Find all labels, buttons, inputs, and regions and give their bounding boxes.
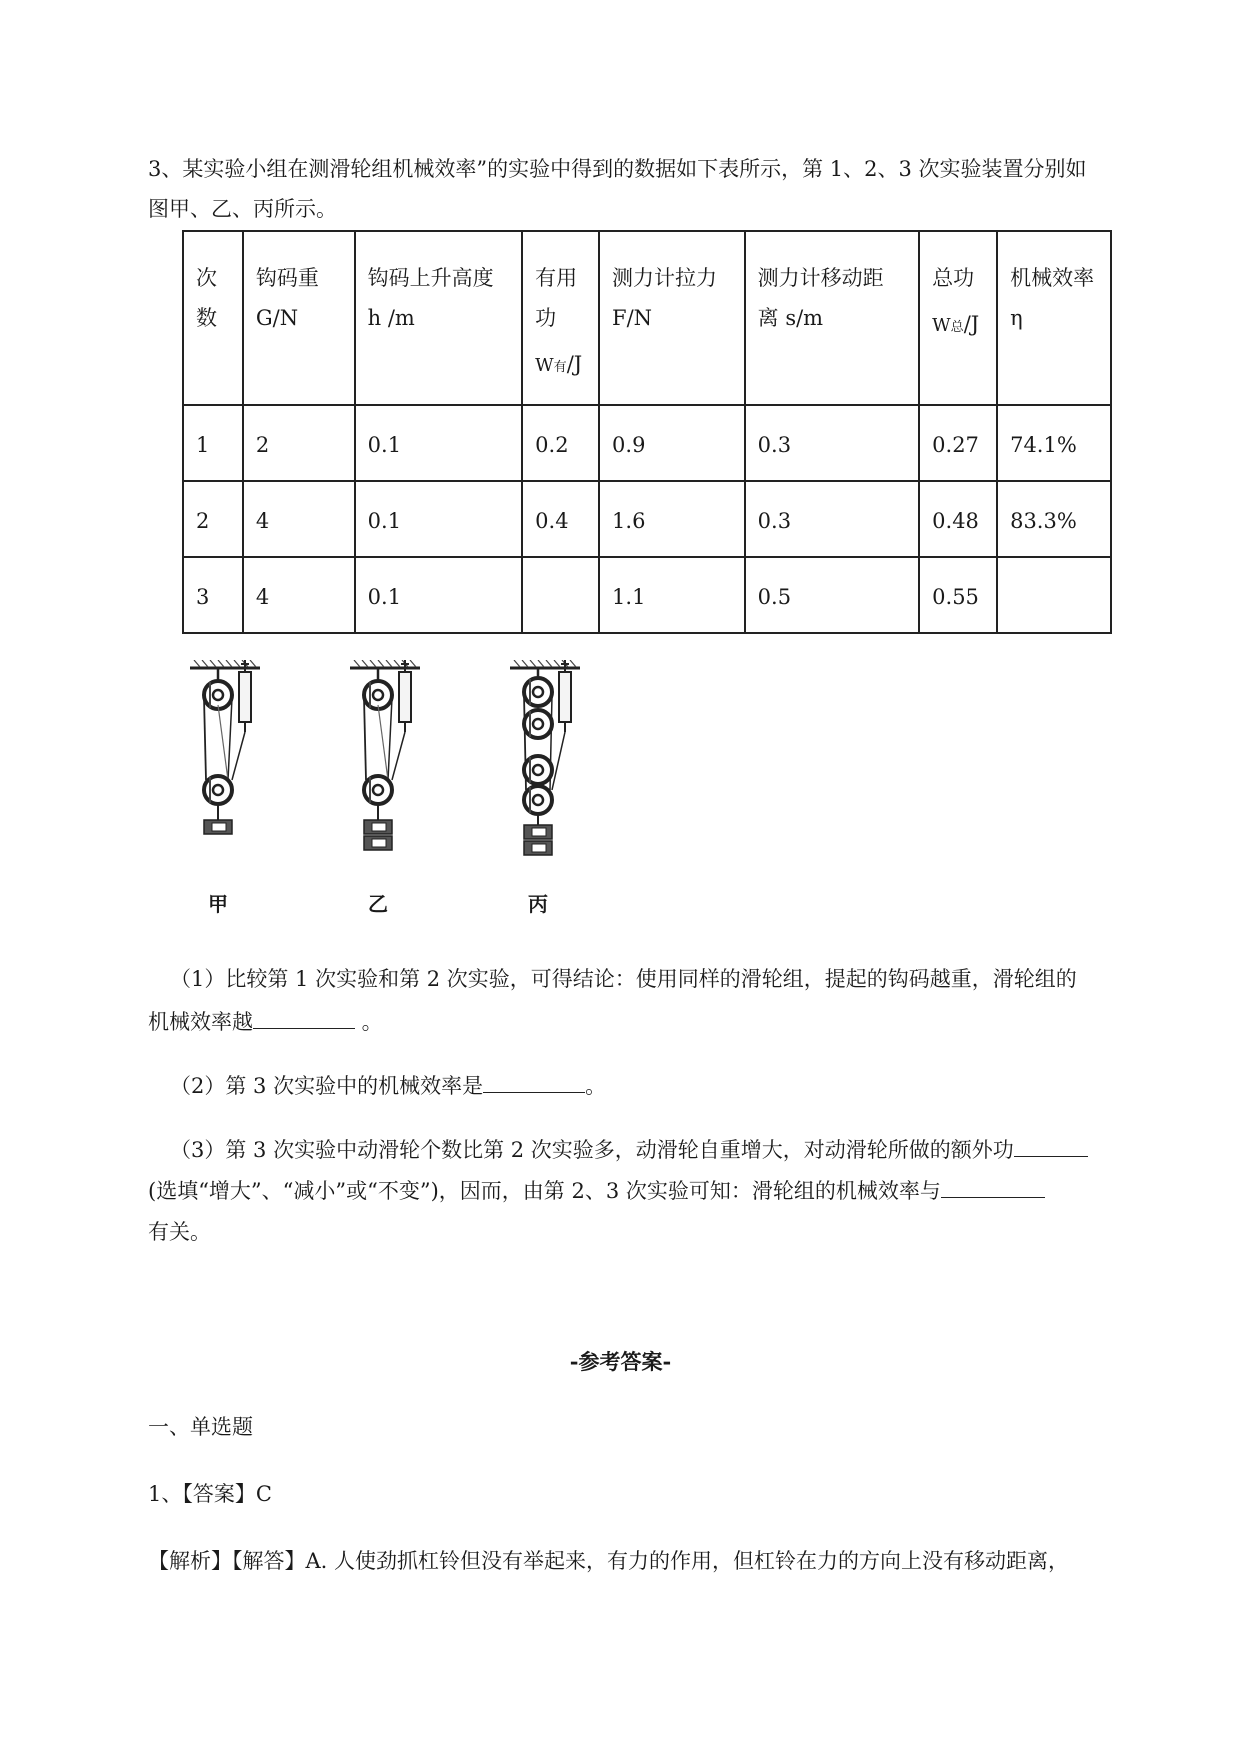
table-cell: 0.2 bbox=[522, 405, 599, 481]
header-cell: 钩码上升高度 h /m bbox=[355, 231, 523, 405]
table-cell: 0.1 bbox=[355, 481, 523, 557]
table-cell: 0.48 bbox=[919, 481, 997, 557]
table-cell: 0.5 bbox=[745, 557, 920, 633]
table-row bbox=[183, 481, 1111, 557]
answer-blank-2 bbox=[483, 1068, 585, 1093]
table-cell: 4 bbox=[243, 557, 355, 633]
pulley-setup-b bbox=[350, 660, 420, 850]
question-line-1: 3、某实验小组在测滑轮组机械效率”的实验中得到的数据如下表所示，第 1、2、3 次实验装置分别如 bbox=[148, 157, 1087, 181]
figure-label-c: 丙 bbox=[528, 892, 548, 916]
table-cell: 0.1 bbox=[355, 405, 523, 481]
header-cell: 测力计拉力 F/N bbox=[599, 231, 745, 405]
table-cell: 0.3 bbox=[745, 481, 920, 557]
header-cell: 有用 功 W有/J bbox=[522, 231, 599, 405]
table-cell: 2 bbox=[243, 405, 355, 481]
section-heading: 一、单选题 bbox=[148, 1415, 253, 1439]
answer-blank-3 bbox=[1014, 1132, 1088, 1157]
header-cell: 总功 W总/J bbox=[919, 231, 997, 405]
pulley-setup-c bbox=[510, 660, 580, 855]
header-cell: 测力计移动距 离 s/m bbox=[745, 231, 920, 405]
table-cell: 0.3 bbox=[745, 405, 920, 481]
sub-question-2: （2）第 3 次实验中的机械效率是 。 bbox=[170, 1067, 606, 1105]
table-cell: 1.6 bbox=[599, 481, 745, 557]
table-cell: 83.3% bbox=[997, 481, 1111, 557]
table-cell: 0.1 bbox=[355, 557, 523, 633]
table-row bbox=[183, 557, 1111, 633]
answer-section-title: -参考答案- bbox=[569, 1349, 672, 1374]
sub-question-1-line-2: 机械效率越 。 bbox=[148, 1003, 383, 1041]
table-cell: 74.1% bbox=[997, 405, 1111, 481]
pulley-setup-a bbox=[190, 660, 260, 834]
answer-blank-4 bbox=[941, 1173, 1045, 1198]
table-row bbox=[183, 405, 1111, 481]
sub-question-3-line-2: (选填“增大”、“减小”或“不变”)，因而，由第 2、3 次实验可知：滑轮组的机械效率与 bbox=[148, 1172, 1045, 1210]
table-cell: 1 bbox=[183, 405, 243, 481]
answer-blank-1 bbox=[253, 1004, 355, 1029]
figure-label-a: 甲 bbox=[208, 892, 228, 916]
answer-1: 1、【答案】C bbox=[148, 1482, 272, 1506]
table-cell: 0.27 bbox=[919, 405, 997, 481]
header-cell: 次 数 bbox=[183, 231, 243, 405]
table-cell bbox=[997, 557, 1111, 633]
table-cell: 0.55 bbox=[919, 557, 997, 633]
data-table bbox=[182, 230, 1112, 634]
table-cell bbox=[522, 557, 599, 633]
table-cell: 0.4 bbox=[522, 481, 599, 557]
table-header-row bbox=[183, 231, 1111, 405]
sub-question-1-line-1: （1）比较第 1 次实验和第 2 次实验，可得结论：使用同样的滑轮组，提起的钩码越重，滑轮组的 bbox=[170, 967, 1077, 991]
table-cell: 4 bbox=[243, 481, 355, 557]
question-line-2: 图甲、乙、丙所示。 bbox=[148, 197, 337, 221]
table-cell: 3 bbox=[183, 557, 243, 633]
table-cell: 1.1 bbox=[599, 557, 745, 633]
sub-question-3-line-3: 有关。 bbox=[148, 1220, 211, 1244]
header-cell: 机械效率 η bbox=[997, 231, 1111, 405]
sub-question-3-line-1: （3）第 3 次实验中动滑轮个数比第 2 次实验多，动滑轮自重增大，对动滑轮所做的额外功 bbox=[170, 1131, 1088, 1169]
table-cell: 0.9 bbox=[599, 405, 745, 481]
figure-label-b: 乙 bbox=[368, 892, 388, 916]
table-cell: 2 bbox=[183, 481, 243, 557]
header-cell: 钩码重 G/N bbox=[243, 231, 355, 405]
analysis-text: 【解析】【解答】A. 人使劲抓杠铃但没有举起来，有力的作用，但杠铃在力的方向上没有移动距离， bbox=[148, 1549, 1070, 1573]
pulley-figures bbox=[190, 660, 630, 880]
